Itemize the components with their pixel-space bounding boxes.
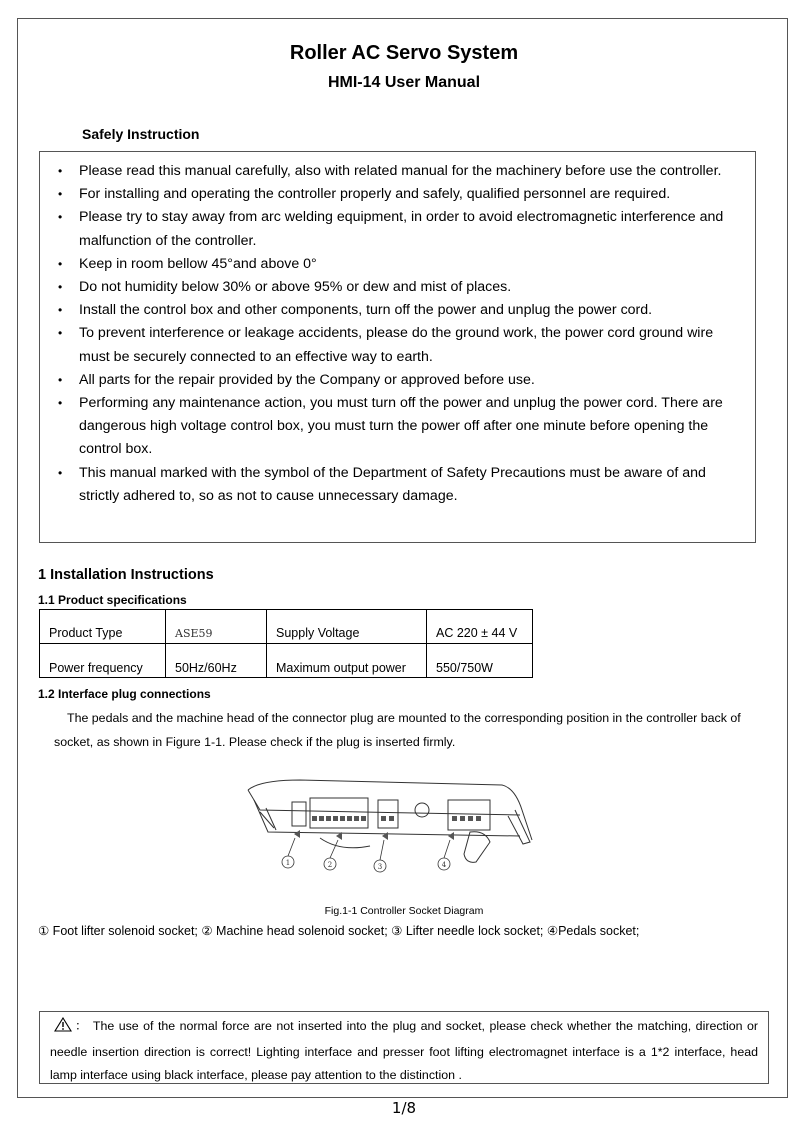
safety-item: • Keep in room bellow 45°and above 0° [56,253,746,276]
safety-item: • This manual marked with the symbol of the Department of Safety Precautions must be aware of and strictly adhered to, so as not to cause unnecessary damage. [56,462,746,508]
safety-heading: Safely Instruction [82,126,205,142]
table-cell: Supply Voltage [267,610,427,644]
safety-item: • To prevent interference or leakage accidents, please do the ground work, the power cord ground wire must be securely connected to an effective way to earth. [56,322,746,368]
spec-table [39,609,533,678]
safety-item: • Please read this manual carefully, also with related manual for the machinery before use the controller. [56,160,746,183]
document-subtitle: HMI-14 User Manual [327,74,481,91]
page-number: 1/8 [391,1099,417,1117]
table-cell: Product Type [40,610,166,644]
spec-heading: 1.1 Product specifications [38,593,187,607]
warning-triangle-icon [54,1017,72,1041]
document-title: Roller AC Servo System [289,42,519,64]
table-cell: Power frequency [40,644,166,678]
table-cell: ASE59 [166,610,267,644]
figure-caption: Fig.1-1 Controller Socket Diagram [324,905,484,917]
safety-item: • Performing any maintenance action, you must turn off the power and unplug the power cord. There are dangerous high voltage control box, you must turn the power off after one minute before opening the control box. [56,392,746,462]
table-cell: AC 220 ± 44 V [427,610,533,644]
callout-2: 2 [327,861,333,869]
section-heading: 1 Installation Instructions [38,567,214,583]
warning-prefix: ： [74,1019,89,1033]
warning-text-block [50,1015,758,1088]
plug-heading: 1.2 Interface plug connections [38,687,211,701]
safety-item: • Please try to stay away from arc welding equipment, in order to avoid electromagnetic interference and malfunction of the controller. [56,206,746,252]
table-cell: 50Hz/60Hz [166,644,267,678]
table-row [40,610,533,644]
callout-4: 4 [441,861,447,869]
table-cell: Maximum output power [267,644,427,678]
safety-item: • For installing and operating the controller properly and safely, qualified personnel are required. [56,183,746,206]
table-row [40,644,533,678]
figure-legend: ① Foot lifter solenoid socket; ② Machine head solenoid socket; ③ Lifter needle lock socket; ④Pedals socket; [38,924,640,938]
callout-3: 3 [377,863,383,871]
safety-item: • All parts for the repair provided by the Company or approved before use. [56,369,746,392]
table-cell: 550/750W [427,644,533,678]
plug-paragraph: The pedals and the machine head of the connector plug are mounted to the corresponding position in the controller back of socket, as shown in Figure 1-1. Please check if the plug is inserted firmly. [54,711,741,749]
callout-1: 1 [285,859,291,867]
safety-item: • Install the control box and other components, turn off the power and unplug the power cord. [56,299,746,322]
warning-text: The use of the normal force are not inserted into the plug and socket, please check whether the matching, direction or needle insertion direction is correct! Lighting interface and presser foot lifting electromagnet interface is a 1*2 interface, head lamp interface using black interface, please pay attention to the distinction . [50,1019,758,1082]
safety-item: • Do not humidity below 30% or above 95% or dew and mist of places. [56,276,746,299]
controller-socket-diagram [240,770,540,880]
safety-list [56,160,746,508]
